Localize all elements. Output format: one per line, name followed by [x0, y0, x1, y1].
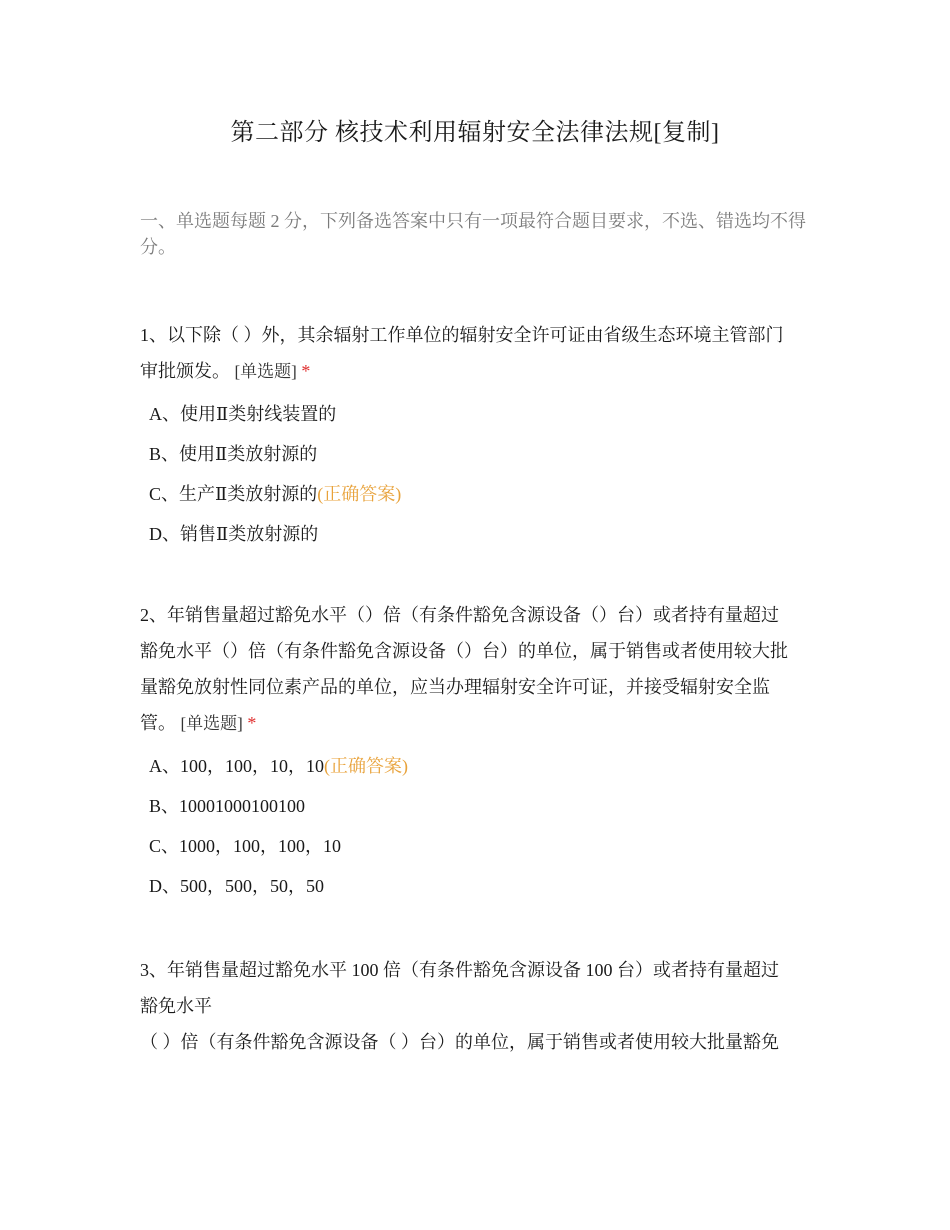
option-text: D、500，500，50，50: [149, 876, 324, 896]
option-text: A、100，100，10，10: [149, 756, 324, 776]
option-c: [140, 826, 815, 866]
question-stem-line: 管。: [140, 713, 176, 733]
question-1: [140, 317, 815, 554]
question-stem-last-line: [140, 705, 815, 742]
option-text: A、使用Ⅱ类射线装置的: [149, 404, 337, 424]
question-stem-last-line: [140, 353, 815, 390]
question-stem-line: 量豁免放射性同位素产品的单位，应当办理辐射安全许可证，并接受辐射安全监: [140, 677, 770, 697]
question-stem-line: 2、年销售量超过豁免水平（）倍（有条件豁免含源设备（）台）或者持有量超过: [140, 605, 779, 625]
option-c: [140, 474, 815, 514]
required-marker: *: [247, 713, 257, 733]
question-type-tag: [单选题]: [180, 714, 243, 733]
question-3: [140, 952, 815, 1060]
option-b: [140, 786, 815, 826]
option-d: [140, 514, 815, 554]
option-text: D、销售Ⅱ类放射源的: [149, 524, 319, 544]
question-stem-line: 豁免水平: [140, 996, 212, 1016]
question-2: [140, 597, 815, 906]
section-intro: 一、单选题每题 2 分，下列备选答案中只有一项最符合题目要求，不选、错选均不得分。: [140, 211, 806, 257]
option-text: C、1000，100，100，10: [149, 836, 342, 856]
question-stem-line: 1、以下除（ ）外，其余辐射工作单位的辐射安全许可证由省级生态环境主管部门: [140, 325, 784, 345]
option-a: [140, 746, 815, 786]
required-marker: *: [301, 361, 311, 381]
option-b: [140, 434, 815, 474]
question-type-tag: [单选题]: [234, 362, 297, 381]
correct-answer-tag: (正确答案): [324, 756, 408, 776]
option-a: [140, 394, 815, 434]
correct-answer-tag: (正确答案): [317, 484, 402, 504]
question-stem-line: 审批颁发。: [140, 361, 230, 381]
option-text: B、10001000100100: [149, 796, 306, 816]
page-title: 第二部分 核技术利用辐射安全法律法规[复制]: [230, 120, 720, 146]
question-stem-line: 豁免水平（）倍（有条件豁免含源设备（）台）的单位，属于销售或者使用较大批: [140, 641, 788, 661]
question-stem-line: 3、年销售量超过豁免水平 100 倍（有条件豁免含源设备 100 台）或者持有量超过: [140, 960, 779, 980]
option-text: C、生产Ⅱ类放射源的: [149, 484, 318, 504]
question-stem-line: （ ）倍（有条件豁免含源设备（ ）台）的单位，属于销售或者使用较大批量豁免: [140, 1032, 779, 1052]
option-d: [140, 866, 815, 906]
option-text: B、使用Ⅱ类放射源的: [149, 444, 318, 464]
